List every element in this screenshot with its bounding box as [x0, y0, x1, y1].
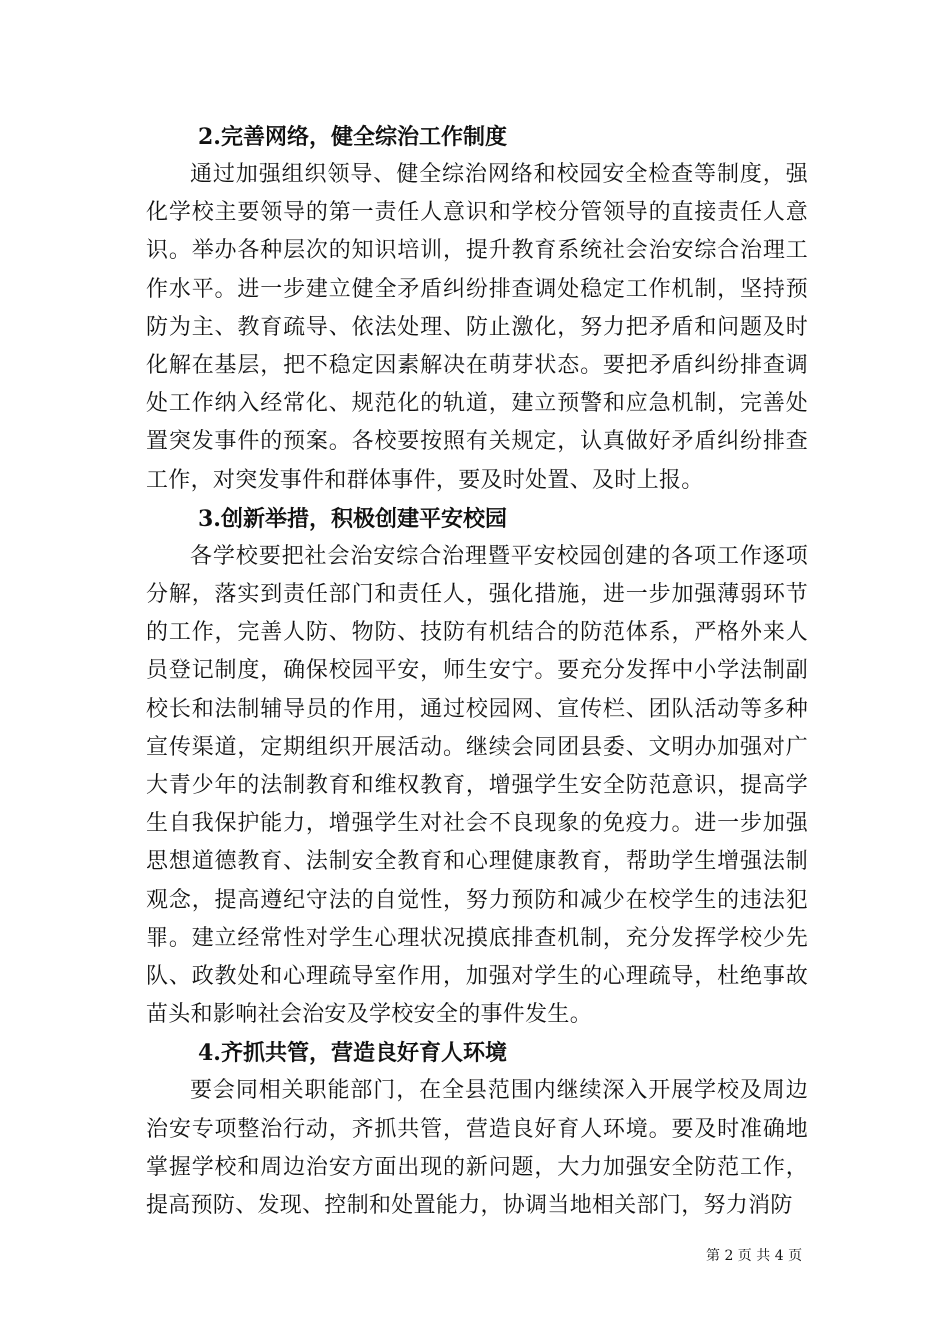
- section-paragraph-4: 要会同相关职能部门，在全县范围内继续深入开展学校及周边治安专项整治行动，齐抓共管，营造良好育人环境。要及时准确地掌握学校和周边治安方面出现的新问题，大力加强安全防范工作，提高预防、发现、控制和处置能力，协调当地相关部门，努力消防: [146, 1078, 808, 1219]
- section-heading-4: 4.齐抓共管，营造良好育人环境: [198, 1040, 507, 1067]
- section-paragraph-2: 通过加强组织领导、健全综治网络和校园安全检查等制度，强化学校主要领导的第一责任人意识和学校分管领导的直接责任人意识。举办各种层次的知识培训，提升教育系统社会治安综合治理工作水平。进一步建立健全矛盾纠纷排查调处稳定工作机制，坚持预防为主、教育疏导、依法处理、防止激化，努力把矛盾和问题及时化解在基层，把不稳定因素解决在萌芽状态。要把矛盾纠纷排查调处工作纳入经常化、规范化的轨道，建立预警和应急机制，完善处置突发事件的预案。各校要按照有关规定，认真做好矛盾纠纷排查工作，对突发事件和群体事件，要及时处置、及时上报。: [146, 162, 808, 493]
- document-body: [146, 118, 808, 1225]
- section-paragraph-3: 各学校要把社会治安综合治理暨平安校园创建的各项工作逐项分解，落实到责任部门和责任人，强化措施，进一步加强薄弱环节的工作，完善人防、物防、技防有机结合的防范体系，严格外来人员登记制度，确保校园平安，师生安宁。要充分发挥中小学法制副校长和法制辅导员的作用，通过校园网、宣传栏、团队活动等多种宣传渠道，定期组织开展活动。继续会同团县委、文明办加强对广大青少年的法制教育和维权教育，增强学生安全防范意识，提高学生自我保护能力，增强学生对社会不良现象的免疫力。进一步加强思想道德教育、法制安全教育和心理健康教育，帮助学生增强法制观念，提高遵纪守法的自觉性，努力预防和减少在校学生的违法犯罪。建立经常性对学生心理状况摸底排查机制，充分发挥学校少先队、政教处和心理疏导室作用，加强对学生的心理疏导，杜绝事故苗头和影响社会治安及学校安全的事件发生。: [146, 543, 808, 1028]
- section-heading-3: 3.创新举措，积极创建平安校园: [198, 505, 507, 532]
- section-heading-2: 2.完善网络，健全综治工作制度: [198, 124, 507, 150]
- page-number-footer: 第 2 页 共 4 页: [706, 1248, 803, 1264]
